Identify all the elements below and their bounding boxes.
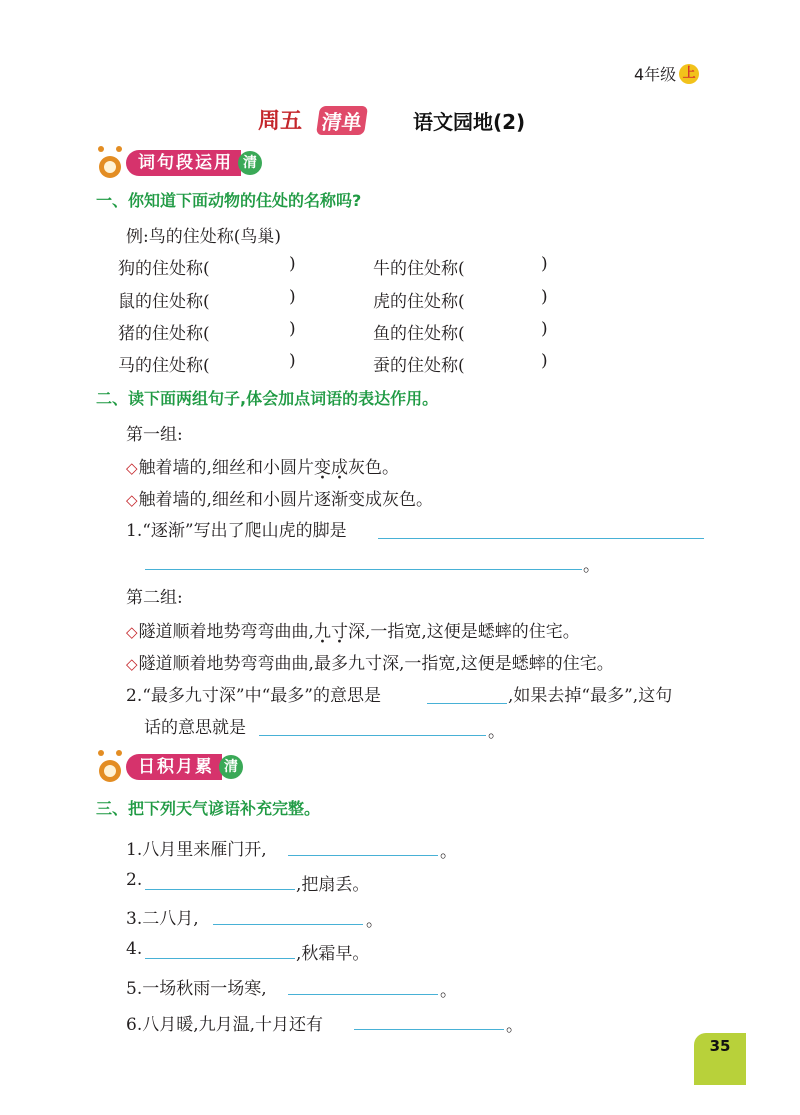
- grade-text: 4年级: [634, 65, 677, 84]
- q2-group-2-sentence-1: [126, 617, 580, 642]
- question-3-heading: 三、把下列天气谚语补充完整。: [96, 799, 321, 818]
- q3-blank-4[interactable]: [145, 958, 295, 959]
- q1-right-close-3: ): [541, 319, 548, 339]
- question-2-heading: 二、读下面两组句子,体会加点词语的表达作用。: [96, 389, 439, 408]
- q3-line-2-number: 2.: [126, 870, 143, 890]
- q3-line-4-number: 4.: [126, 939, 143, 959]
- q3-blank-1[interactable]: [288, 855, 438, 856]
- q1-left-close-4: ): [289, 351, 296, 371]
- q3-line-6: 6.八月暖,九月温,十月还有: [126, 1015, 324, 1035]
- sentence-text-post: 变成灰色。: [347, 490, 433, 510]
- q2-item-1-prompt: 1.“逐渐”写出了爬山虎的脚是: [126, 521, 347, 541]
- q3-line-3: 3.二八月,: [126, 909, 199, 929]
- question-1-heading: 一、你知道下面动物的住处的名称吗?: [96, 191, 362, 210]
- section-title: 日积月累: [126, 754, 222, 780]
- q1-left-item-3: 猪的住处称(: [118, 324, 210, 344]
- emphasis-char: 最: [313, 654, 331, 674]
- emphasis-char: 渐: [330, 490, 348, 510]
- emphasis-char: 逐: [313, 490, 331, 510]
- q1-left-item-4: 马的住处称(: [118, 356, 210, 376]
- q1-right-close-1: ): [541, 254, 548, 274]
- q1-right-close-4: ): [541, 351, 548, 371]
- grade-label: [634, 62, 699, 85]
- q2-group-2-label: 第二组:: [126, 588, 183, 608]
- emphasis-char: 多: [330, 654, 348, 674]
- q1-right-item-1: 牛的住处称(: [373, 259, 465, 279]
- q3-line-1: 1.八月里来雁门开,: [126, 840, 267, 860]
- sentence-text-pre: 触着墙的,细丝和小圆片: [138, 490, 314, 510]
- q2-item-2-prompt: 2.“最多九寸深”中“最多”的意思是: [126, 686, 381, 706]
- diamond-bullet-icon: ◇: [126, 655, 138, 673]
- q3-blank-3[interactable]: [213, 924, 363, 925]
- sentence-text-pre: 隧道顺着地势弯弯曲曲,: [138, 654, 314, 674]
- q3-end-1: 。: [440, 842, 457, 862]
- q1-left-close-3: ): [289, 319, 296, 339]
- title-unit: 语文园地(2): [413, 110, 526, 134]
- q1-right-item-2: 虎的住处称(: [373, 292, 465, 312]
- q2-item-2-blank-1[interactable]: [427, 703, 507, 704]
- q3-blank-5[interactable]: [288, 994, 438, 995]
- section-title: 词句段运用: [126, 150, 241, 176]
- q2-group-1-label: 第一组:: [126, 425, 183, 445]
- q2-item-2-blank-2[interactable]: [259, 735, 486, 736]
- bee-mascot-icon: [96, 146, 126, 180]
- q1-left-close-1: ): [289, 254, 296, 274]
- section-badge: 清: [219, 755, 243, 779]
- section-banner-words: [96, 146, 262, 180]
- section-badge: 清: [238, 151, 262, 175]
- q1-example: 例:鸟的住处称(鸟巢): [126, 227, 281, 247]
- q3-end-3: 。: [366, 911, 383, 931]
- q3-blank-2[interactable]: [145, 889, 295, 890]
- q3-blank-6[interactable]: [354, 1029, 504, 1030]
- q2-group-1-sentence-2: [126, 485, 433, 510]
- bee-mascot-icon: [96, 750, 126, 784]
- q2-item-2-continuation: ,如果去掉“最多”,这句: [508, 686, 673, 706]
- sentence-text-post: 九寸深,一指宽,这便是蟋蟀的住宅。: [347, 654, 614, 674]
- page-title: [0, 104, 800, 138]
- page-number: 35: [694, 1033, 746, 1085]
- q3-line-2-text: ,把扇丢。: [296, 875, 370, 895]
- q2-item-2-end: 。: [488, 722, 505, 742]
- q2-item-2-second-line: 话的意思就是: [144, 718, 246, 738]
- q2-item-1-blank-line-1[interactable]: [378, 538, 704, 539]
- diamond-bullet-icon: ◇: [126, 459, 138, 477]
- q3-line-4-text: ,秋霜早。: [296, 944, 370, 964]
- q2-item-1-blank-line-2[interactable]: [145, 569, 582, 570]
- q1-right-item-4: 蚕的住处称(: [373, 356, 465, 376]
- q1-right-close-2: ): [541, 287, 548, 307]
- section-banner-accumulation: [96, 750, 243, 784]
- q1-left-item-1: 狗的住处称(: [118, 259, 210, 279]
- sentence-text: 触着墙的,细丝和小圆片变成灰色。: [138, 458, 399, 478]
- q3-end-6: 。: [506, 1016, 523, 1036]
- q1-left-item-2: 鼠的住处称(: [118, 292, 210, 312]
- title-day: 周五: [258, 109, 303, 134]
- q3-end-5: 。: [440, 981, 457, 1001]
- q1-left-close-2: ): [289, 287, 296, 307]
- title-brand-logo: 清单: [316, 106, 368, 135]
- sentence-text: 隧道顺着地势弯弯曲曲,九寸深,一指宽,这便是蟋蟀的住宅。: [138, 622, 580, 642]
- diamond-bullet-icon: ◇: [126, 623, 138, 641]
- q1-right-item-3: 鱼的住处称(: [373, 324, 465, 344]
- q2-group-1-sentence-1: [126, 453, 399, 478]
- q2-group-2-sentence-2: [126, 649, 614, 674]
- q3-line-5: 5.一场秋雨一场寒,: [126, 979, 267, 999]
- diamond-bullet-icon: ◇: [126, 491, 138, 509]
- q2-item-1-end: 。: [583, 556, 600, 576]
- grade-badge: 上: [679, 64, 699, 84]
